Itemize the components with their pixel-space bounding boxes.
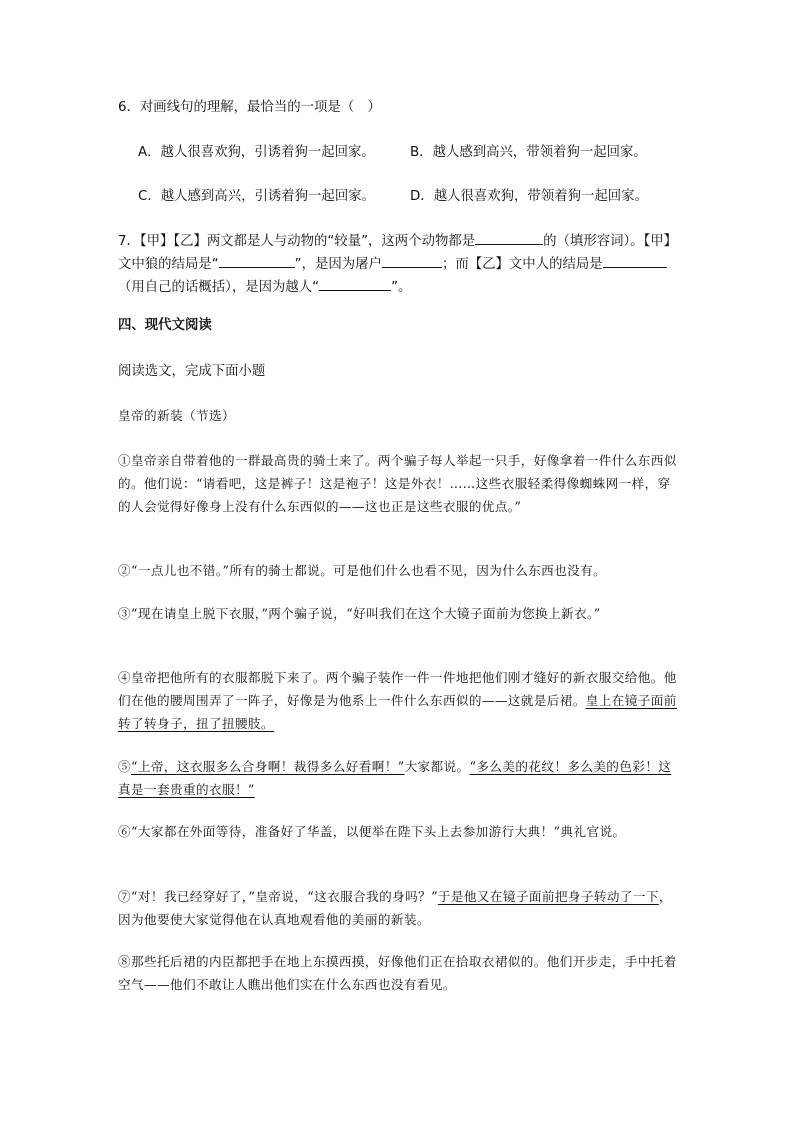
question-7-text-1: 7．【甲】【乙】两文都是人与动物的“较量”，这两个动物都是 [118,234,476,249]
question-7-text-4: ；而【乙】文中人的结局是 [441,257,603,272]
blank-person-ending[interactable] [603,253,667,268]
question-7-text-2: 的（填形容词）。【甲】文中狼的结局是“ [118,234,678,272]
paragraph-7-text-2: ，因为他要使大家觉得他在认真地观看他的美丽的新装。 [118,889,672,927]
blank-yue-reason[interactable] [319,276,391,291]
question-6-stem: 6．对画线句的理解，最恰当的一项是（ ） [118,100,381,115]
paragraph-7-text-1: ⑦“对！我已经穿好了，”皇帝说，“这衣服合我的身吗？” [118,889,438,904]
paragraph-5-text: 大家都说。 [404,759,470,774]
passage-paragraph-8: ⑧那些托后裙的内臣都把手在地上东摸西摸，好像他们正在拾取衣裙似的。他们开步走，手中托着空气——他们不敢让人瞧出他们实在什么东西也没有看见。 [118,954,677,992]
question-7-text-6: ”。 [391,280,412,295]
passage-paragraph-7 [118,885,678,931]
blank-butcher-reason[interactable] [382,253,442,268]
paragraph-4-text: ④皇帝把他所有的衣服都脱下来了。两个骗子装作一件一件地把他们刚才缝好的新衣服交给他。他们在他的腰周围弄了一阵子，好像是为他系上一件什么东西似的——这就是后裙。 [118,670,677,708]
passage-paragraph-4 [118,666,678,735]
question-6-option-d: D．越人很喜欢狗，带领着狗一起回家。 [410,189,648,204]
passage-paragraph-1: ①皇帝亲自带着他的一群最高贵的骑士来了。两个骗子每人举起一只手，好像拿着一件什么东西似的。他们说：“请看吧，这是裤子！这是袍子！这是外衣！……这些衣服轻柔得像蜘蛛网一样，穿的人会觉得好像身上没有什么东西似的——这也正是这些衣服的优点。” [118,453,677,514]
question-7 [118,230,678,299]
question-6-option-b: B．越人感到高兴，带领着狗一起回家。 [410,145,647,160]
passage-paragraph-5 [118,755,678,801]
section-heading: 四、现代文阅读 [118,318,212,333]
passage-paragraph-3: ③“现在请皇上脱下衣服，”两个骗子说，“好叫我们在这个大镜子面前为您换上新衣。” [118,606,601,621]
paragraph-5-underlined-sentence-1: “上帝，这衣服多么合身啊！裁得多么好看啊！” [131,759,405,774]
paragraph-5-underlined-sentence-2: “多么美的花纹！多么美的色彩！这真是一套贵重的衣服！” [118,759,672,797]
question-7-text-3: ”，是因为屠户 [294,257,382,272]
paragraph-4-underlined-sentence: 皇上在镜子面前转了转身子，扭了扭腰肢。 [118,693,677,731]
passage-title: 皇帝的新装（节选） [118,408,235,423]
paragraph-7-underlined-sentence: 于是他又在镜子面前把身子转动了一下 [437,889,659,904]
reading-instruction: 阅读选文，完成下面小题 [118,364,266,379]
question-7-text-5: （用自己的话概括），是因为越人“ [118,280,320,295]
question-6-option-a: A．越人很喜欢狗，引诱着狗一起回家。 [138,145,375,160]
passage-paragraph-2: ②“一点儿也不错。”所有的骑士都说。可是他们什么也看不见，因为什么东西也没有。 [118,563,607,578]
question-6-option-c: C．越人感到高兴，引诱着狗一起回家。 [138,189,375,204]
blank-wolf-ending[interactable] [219,253,295,268]
passage-paragraph-6: ⑥“大家都在外面等待，准备好了华盖，以便举在陛下头上去参加游行大典！”典礼官说。 [118,824,626,839]
blank-adjective[interactable] [475,230,543,245]
paragraph-5-marker: ⑤ [118,759,131,774]
